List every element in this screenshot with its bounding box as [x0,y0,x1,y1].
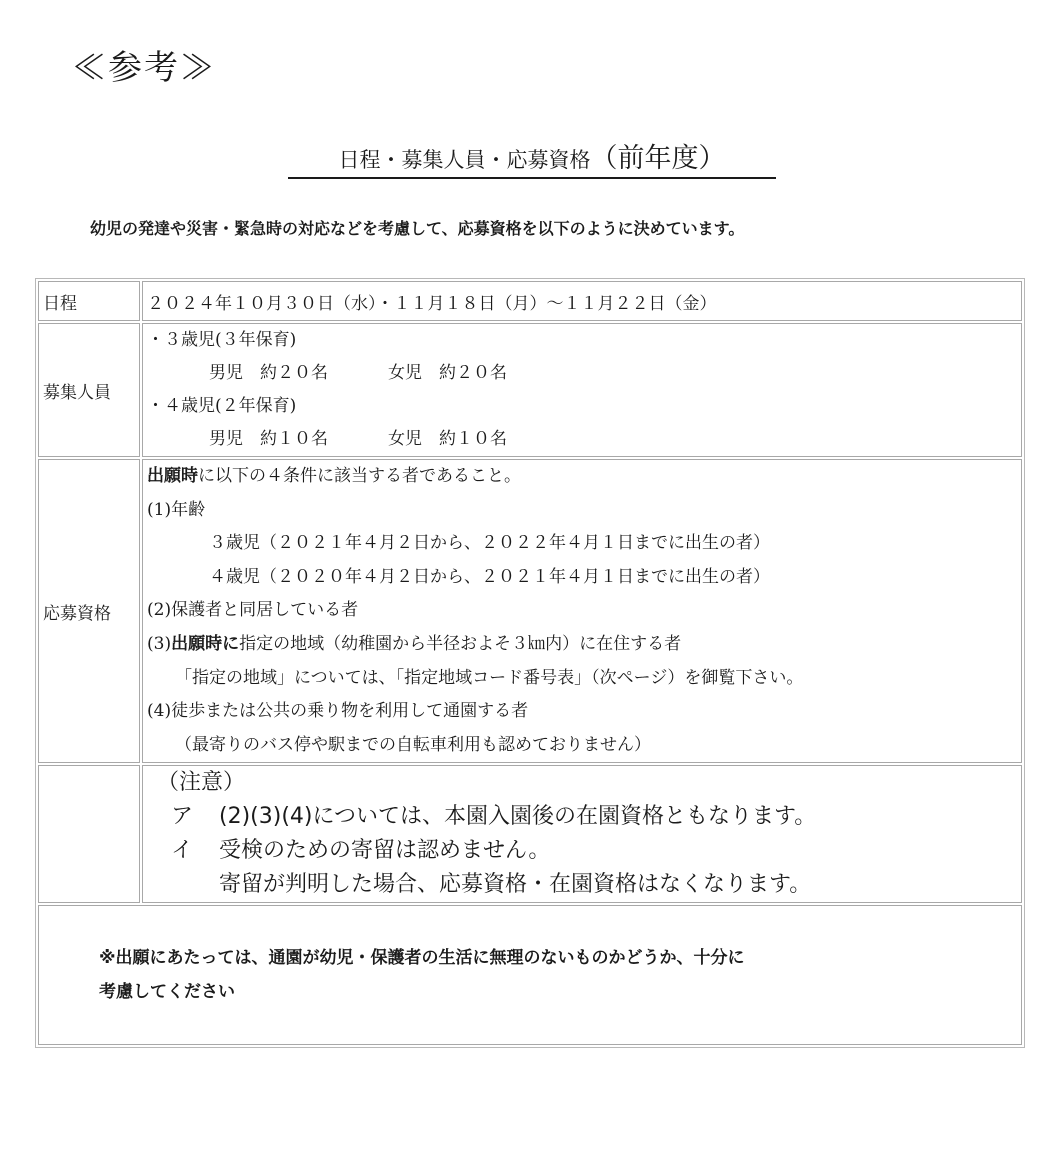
age-4yo: ４歳児（２０２０年４月２日から、２０２１年４月１日までに出生の者） [209,566,770,587]
notes-row [38,765,1022,903]
recruitment-label: 募集人員 [38,323,140,457]
group-3yo-boys: 男児 約２０名 [209,363,328,383]
intro-text: 幼児の発達や災害・緊急時の対応などを考慮して、応募資格を以下のように決めています。 [90,219,745,238]
note-a-mark: ア [171,804,194,830]
note-i-text: 受検のための寄留は認めません。 [219,838,551,864]
footer-line-2: 考慮してください [99,982,235,1003]
note-a [147,800,1017,834]
qualification-intro-bold: 出願時 [147,466,198,486]
qualification-intro [147,460,1017,494]
note-i-continued: 寄留が判明した場合、応募資格・在園資格はなくなります。 [219,872,812,898]
page-title [288,136,776,179]
age-3yo: ３歳児（２０２１年４月２日から、２０２２年４月１日までに出生の者） [209,533,770,554]
note-i [147,834,1017,868]
condition-3-bold: 出願時に [171,633,240,654]
notes-label-cell [38,765,140,903]
qualification-row [38,459,1022,763]
note-a-text: (2)(3)(4)については、本園入園後の在園資格ともなります。 [219,804,817,830]
qualification-intro-rest: に以下の４条件に該当する者であること。 [198,466,521,486]
schedule-row [38,281,1022,321]
condition-4-note: （最寄りのバス停や駅までの自転車利用も認めておりません） [175,734,651,755]
qualification-value [142,459,1022,763]
schedule-label: 日程 [38,281,140,321]
group-4yo-age: ・４歳児(２年保育) [147,396,297,416]
footer-row [38,905,1022,1045]
recruitment-value [142,323,1022,457]
note-i-mark: イ [171,838,194,864]
notes-header: （注意） [157,770,246,796]
footer-line-1: ※出願にあたっては、通園が幼児・保護者の生活に無理のないものかどうか、十分に [99,948,745,969]
title-suffix: （前年度） [590,143,726,174]
group-3yo-counts [147,357,1017,390]
group-4yo-counts [147,423,1017,456]
schedule-dates: ２０２４年１０月３０日（水）・１１月１８日（月）～１１月２２日（金） [147,293,717,314]
group-3yo-girls: 女児 約２０名 [388,363,507,383]
notes-value [142,765,1022,903]
schedule-value [142,281,1022,321]
requirements-table [35,278,1025,1048]
recruitment-row [38,323,1022,457]
condition-3-note: 「指定の地域」については、「指定地域コード番号表」（次ページ）を御覧下さい。 [175,667,804,688]
group-3yo-age: ・３歳児(３年保育) [147,330,297,350]
group-4yo-girls: 女児 約１０名 [388,429,507,449]
qualification-label: 応募資格 [38,459,140,763]
condition-4: (4)徒歩または公共の乗り物を利用して通園する者 [147,701,529,722]
condition-3-rest: 指定の地域（幼稚園から半径およそ３㎞内）に在住する者 [239,633,682,654]
reference-heading: ≪参考≫ [72,48,216,88]
condition-3 [147,628,1017,662]
condition-2: (2)保護者と同居している者 [147,600,359,621]
footer-notice [38,905,1022,1045]
group-4yo-boys: 男児 約１０名 [209,429,328,449]
title-main: 日程・募集人員・応募資格 [338,148,591,172]
age-header: (1)年齢 [147,499,206,520]
condition-3-prefix: (3) [147,633,172,654]
